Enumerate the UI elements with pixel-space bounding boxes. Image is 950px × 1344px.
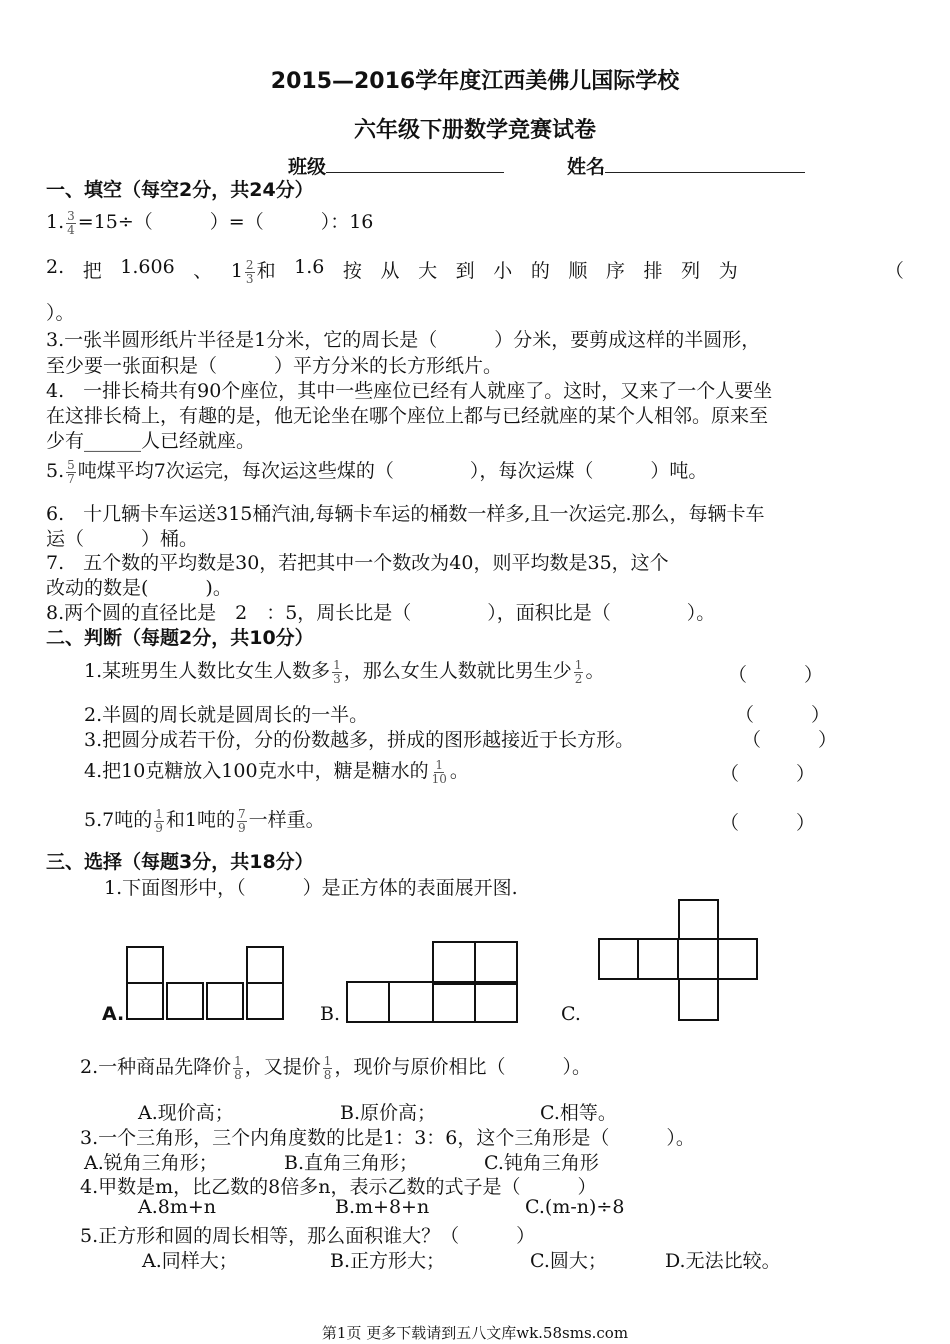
fraction: $\frac{1}{3}$ xyxy=(333,657,341,686)
page-footer: 第1页 更多下载请到五八文库wk.58sms.com xyxy=(321,1324,629,1342)
s1-q4-line2: 在这排长椅上，有趣的是，他无论坐在哪个座位上都与已经就座的某个人相邻。原来至 xyxy=(46,405,769,427)
s2-q2-answer-paren[interactable]: （ ） xyxy=(735,704,831,726)
s2-q3: 3.把圆分成若干份，分的份数越多，拼成的图形越接近于长方形。 xyxy=(84,729,635,751)
s3-q3-option-b[interactable]: B.直角三角形； xyxy=(284,1152,419,1174)
s3-q1: 1.下面图形中，（ ）是正方体的表面展开图. xyxy=(104,877,518,899)
s3-q2-option-c[interactable]: C.相等。 xyxy=(540,1102,617,1124)
s3-q3: 3.一个三角形，三个内角度数的比是1：3：6，这个三角形是（ ）。 xyxy=(80,1127,695,1149)
fraction: $\frac{1}{8}$ xyxy=(234,1053,242,1082)
s2-q3-answer-paren[interactable]: （ ） xyxy=(742,729,838,751)
s1-q4-line1: 4. 一排长椅共有90个座位，其中一些座位已经有人就座了。这时，又来了一个人要坐 xyxy=(46,380,773,402)
s3-q2-option-b[interactable]: B.原价高； xyxy=(340,1102,437,1124)
name-field[interactable] xyxy=(567,150,805,179)
s1-q2-line1: 2. 把 1.606 、 1 $\frac{2}{3}$ 和 1.6 按 从 大 到 小 的 顺 序 排 列 为 （ xyxy=(46,256,904,286)
fraction: $\frac{3}{4}$ xyxy=(67,208,75,237)
s3-q5: 5.正方形和圆的周长相等，那么面积谁大？（ ） xyxy=(80,1225,536,1247)
s1-q5: 5. $\frac{5}{7}$ 吨煤平均7次运完，每次运这些煤的（ ），每次运煤（ ）吨。 xyxy=(46,457,708,486)
s1-q7-line2: 改动的数是( )。 xyxy=(46,577,232,599)
fraction: $\frac{2}{3}$ xyxy=(245,257,254,286)
s2-q1: 1.某班男生人数比女生人数多 $\frac{1}{3}$ ，那么女生人数就比男生少 $\frac{1}{2}$ 。 xyxy=(84,657,605,686)
name-label: 姓名 xyxy=(567,156,606,178)
exam-title-line1: 2015—2016学年度江西美佛儿国际学校 xyxy=(270,69,680,94)
s3-q5-option-a[interactable]: A.同样大； xyxy=(142,1250,238,1272)
s3-q2: 2.一种商品先降价 $\frac{1}{8}$ ，又提价 $\frac{1}{8}$ ，现价与原价相比（ ）。 xyxy=(80,1053,591,1082)
s3-q4-option-a[interactable]: A.8m+n xyxy=(138,1196,217,1218)
s1-q2-line2: ）。 xyxy=(46,302,75,324)
s3-q5-option-b[interactable]: B.正方形大； xyxy=(330,1250,446,1272)
s1-q8: 8.两个圆的直径比是 2 ：5，周长比是（ ），面积比是（ ）。 xyxy=(46,602,716,624)
s2-q5: 5.7吨的 $\frac{1}{9}$ 和1吨的 $\frac{7}{9}$ 一样重。 xyxy=(84,806,325,835)
s3-q5-option-c[interactable]: C.圆大； xyxy=(530,1250,607,1272)
s1-q3-line2: 至少要一张面积是（ ）平方分米的长方形纸片。 xyxy=(46,355,503,377)
s3-q2-option-a[interactable]: A.现价高； xyxy=(138,1102,234,1124)
s1-q1: 1. $\frac{3}{4}$ =15÷（ ）=（ ）：16 xyxy=(46,208,374,237)
class-label: 班级 xyxy=(288,156,327,178)
s3-q3-option-c[interactable]: C.钝角三角形 xyxy=(484,1152,599,1174)
net-figure-c xyxy=(598,899,758,1021)
fraction: $\frac{1}{8}$ xyxy=(323,1053,332,1082)
class-field[interactable] xyxy=(288,150,504,179)
s2-q4: 4.把10克糖放入100克水中，糖是糖水的 $\frac{1}{10}$ 。 xyxy=(84,757,469,786)
option-a-label[interactable]: A. xyxy=(102,1003,125,1025)
fraction: $\frac{5}{7}$ xyxy=(67,457,75,486)
s1-q6-line1: 6. 十几辆卡车运送315桶汽油,每辆卡车运的桶数一样多,且一次运完.那么，每辆卡车 xyxy=(46,503,765,525)
s3-q4-option-b[interactable]: B.m+8+n xyxy=(335,1196,430,1218)
s3-q5-option-d[interactable]: D.无法比较。 xyxy=(665,1250,781,1272)
s1-q7-line1: 7. 五个数的平均数是30，若把其中一个数改为40，则平均数是35，这个 xyxy=(46,552,669,574)
fraction: $\frac{1}{10}$ xyxy=(431,757,447,786)
section1-heading: 一、填空（每空2分，共24分） xyxy=(46,179,314,201)
s2-q2: 2.半圆的周长就是圆周长的一半。 xyxy=(84,704,369,726)
s1-q3-line1: 3.一张半圆形纸片半径是1分米，它的周长是（ ）分米，要剪成这样的半圆形， xyxy=(46,329,761,351)
section3-heading: 三、选择（每题3分，共18分） xyxy=(46,851,314,873)
net-figure-b xyxy=(346,941,518,1023)
option-b-label[interactable]: B. xyxy=(320,1003,341,1025)
option-c-label[interactable]: C. xyxy=(561,1003,581,1025)
s1-q6-line2: 运（ ）桶。 xyxy=(46,528,199,550)
section2-heading: 二、判断（每题2分，共10分） xyxy=(46,627,314,649)
class-blank[interactable] xyxy=(326,150,504,173)
s3-q3-option-a[interactable]: A.锐角三角形； xyxy=(84,1152,218,1174)
name-blank[interactable] xyxy=(605,150,805,173)
fraction: $\frac{1}{2}$ xyxy=(574,657,583,686)
s2-q1-answer-paren[interactable]: （ ） xyxy=(728,664,824,686)
net-figure-a xyxy=(126,946,290,1024)
s3-q4: 4.甲数是m，比乙数的8倍多n，表示乙数的式子是（ ） xyxy=(80,1176,597,1198)
s2-q4-answer-paren[interactable]: （ ） xyxy=(720,763,816,785)
fraction: $\frac{7}{9}$ xyxy=(237,806,246,835)
fraction: $\frac{1}{9}$ xyxy=(155,806,163,835)
s2-q5-answer-paren[interactable]: （ ） xyxy=(720,812,816,834)
s3-q4-option-c[interactable]: C.(m-n)÷8 xyxy=(525,1196,625,1218)
s1-q4-line3: 少有______人已经就座。 xyxy=(46,430,256,452)
exam-title-line2: 六年级下册数学竞赛试卷 xyxy=(353,118,596,143)
